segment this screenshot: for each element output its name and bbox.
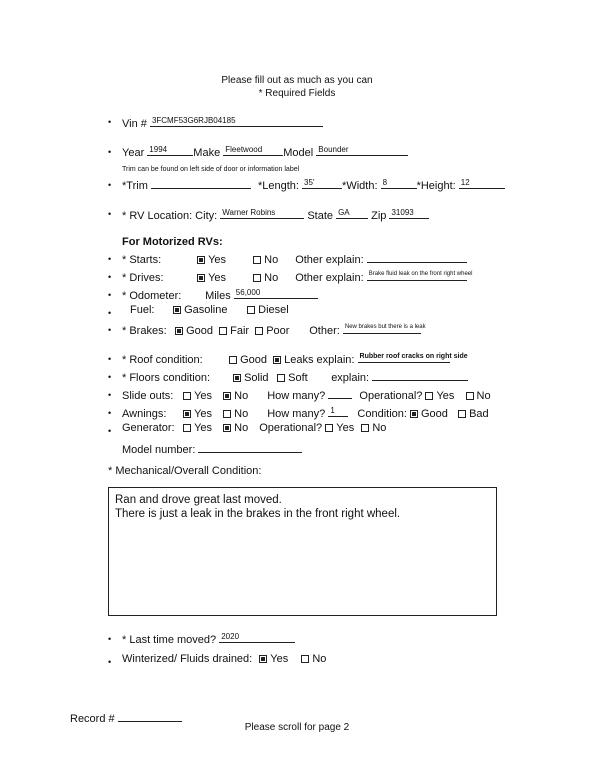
header-required-note: * Required Fields — [258, 88, 336, 99]
floors-soft-label: Soft — [288, 372, 308, 384]
drives-row — [122, 268, 473, 284]
height-field[interactable] — [459, 176, 505, 189]
floors-explain-field[interactable] — [372, 368, 468, 381]
year-field[interactable] — [147, 143, 193, 156]
bullet: • — [108, 372, 112, 382]
awnings-how-many-field[interactable] — [328, 404, 348, 417]
drives-yes-label: Yes — [208, 272, 227, 284]
miles-field[interactable] — [234, 286, 318, 299]
brakes-poor-label: Poor — [266, 325, 290, 337]
drives-other-value: Brake fluid leak on the front right wheel — [368, 271, 473, 277]
starts-label: * Starts: — [122, 254, 162, 266]
slideouts-op-yes-label: Yes — [436, 390, 455, 402]
awnings-bad-checkbox[interactable] — [458, 410, 466, 418]
generator-no-checkbox[interactable] — [223, 424, 231, 432]
year-label: Year — [122, 147, 145, 159]
last-moved-field[interactable] — [219, 630, 295, 643]
brakes-poor-checkbox[interactable] — [255, 327, 263, 335]
slideouts-operational-label: Operational? — [359, 390, 423, 402]
starts-yes-checkbox[interactable] — [197, 256, 205, 264]
length-value: 35' — [304, 178, 315, 187]
fuel-diesel-checkbox[interactable] — [247, 306, 255, 314]
bullet: • — [108, 180, 112, 190]
generator-op-no-checkbox[interactable] — [361, 424, 369, 432]
bullet: • — [108, 325, 112, 335]
brakes-other-field[interactable] — [343, 321, 426, 334]
drives-no-checkbox[interactable] — [253, 274, 261, 282]
floors-row — [122, 368, 468, 384]
starts-row — [122, 250, 467, 266]
slideouts-yes-checkbox[interactable] — [183, 392, 191, 400]
bullet: • — [108, 657, 112, 667]
awnings-condition-label: Condition: — [357, 408, 407, 420]
slideouts-label: Slide outs: — [122, 390, 174, 402]
awnings-label: Awnings: — [122, 408, 167, 420]
generator-yes-label: Yes — [194, 422, 213, 434]
last-moved-row — [122, 630, 295, 646]
floors-solid-label: Solid — [244, 372, 269, 384]
fuel-gasoline-label: Gasoline — [184, 304, 228, 316]
awnings-how-many-value: 1 — [330, 406, 335, 415]
drives-label: * Drives: — [122, 272, 164, 284]
year-value: 1994 — [149, 145, 168, 154]
footer-scroll-note: Please scroll for page 2 — [244, 722, 350, 733]
city-field[interactable] — [220, 206, 304, 219]
model-value: Bounder — [318, 145, 349, 154]
mechanical-label: * Mechanical/Overall Condition: — [108, 465, 262, 477]
length-label: *Length: — [258, 180, 299, 192]
miles-value: 56,000 — [235, 288, 261, 297]
trim-label: *Trim — [122, 180, 148, 192]
drives-no-label: No — [264, 272, 279, 284]
vin-row — [122, 114, 323, 130]
roof-good-checkbox[interactable] — [229, 356, 237, 364]
drives-other-field[interactable] — [367, 268, 473, 281]
generator-op-yes-checkbox[interactable] — [325, 424, 333, 432]
floors-explain-label: explain: — [331, 372, 370, 384]
awnings-row — [122, 404, 489, 420]
drives-other-label: Other explain: — [295, 272, 364, 284]
height-label: *Height: — [416, 180, 456, 192]
fuel-row — [130, 304, 289, 316]
slideouts-no-checkbox[interactable] — [223, 392, 231, 400]
roof-leaks-label: Leaks explain: — [284, 354, 355, 366]
roof-row — [122, 350, 468, 366]
awnings-yes-checkbox[interactable] — [183, 410, 191, 418]
bullet: • — [108, 209, 112, 219]
state-value: GA — [338, 208, 350, 217]
slideouts-row — [122, 386, 491, 402]
motorized-section-title: For Motorized RVs: — [122, 236, 223, 248]
vin-label: Vin # — [122, 118, 147, 130]
location-row — [122, 206, 429, 222]
vin-value: 3FCMF53G6RJB04185 — [151, 116, 236, 125]
floors-solid-checkbox[interactable] — [233, 374, 241, 382]
height-value: 12 — [460, 178, 470, 187]
generator-yes-checkbox[interactable] — [183, 424, 191, 432]
brakes-other-value: New brakes but there is a leak — [344, 324, 426, 330]
starts-other-field[interactable] — [367, 250, 467, 263]
header-instructions: Please fill out as much as you can — [221, 75, 373, 86]
dimensions-row — [122, 176, 505, 192]
state-field[interactable] — [336, 206, 368, 219]
awnings-how-many-label: How many? — [267, 408, 326, 420]
fuel-diesel-label: Diesel — [258, 304, 289, 316]
winterized-no-label: No — [312, 653, 327, 665]
model-field[interactable] — [316, 143, 408, 156]
location-city-label: * RV Location: City: — [122, 210, 218, 222]
bullet: • — [108, 426, 112, 436]
trim-field[interactable] — [151, 176, 251, 189]
floors-label: * Floors condition: — [122, 372, 211, 384]
winterized-yes-checkbox[interactable] — [259, 655, 267, 663]
miles-label: Miles — [205, 290, 231, 302]
make-field[interactable] — [223, 143, 283, 156]
winterized-yes-label: Yes — [270, 653, 289, 665]
zip-value: 31093 — [391, 208, 414, 217]
make-value: Fleetwood — [225, 145, 263, 154]
odometer-row — [122, 286, 318, 302]
vin-field[interactable] — [150, 114, 323, 127]
starts-no-label: No — [264, 254, 279, 266]
bullet: • — [108, 354, 112, 364]
trim-note: Trim can be found on left side of door or information label — [122, 166, 300, 173]
brakes-other-label: Other: — [309, 325, 340, 337]
bullet: • — [108, 290, 112, 300]
state-label: State — [307, 210, 333, 222]
zip-field[interactable] — [389, 206, 429, 219]
model-number-row — [122, 440, 302, 456]
width-label: *Width: — [342, 180, 378, 192]
bullet: • — [108, 117, 112, 127]
zip-label: Zip — [371, 210, 387, 222]
generator-no-label: No — [234, 422, 249, 434]
slideouts-op-no-checkbox[interactable] — [466, 392, 474, 400]
starts-yes-label: Yes — [208, 254, 227, 266]
slideouts-how-many-label: How many? — [267, 390, 326, 402]
awnings-no-label: No — [234, 408, 249, 420]
brakes-good-label: Good — [186, 325, 213, 337]
model-number-label: Model number: — [122, 444, 196, 456]
roof-leaks-field[interactable] — [358, 350, 468, 363]
city-value: Warner Robins — [222, 208, 276, 217]
slideouts-how-many-field[interactable] — [328, 386, 352, 399]
awnings-no-checkbox[interactable] — [223, 410, 231, 418]
drives-yes-checkbox[interactable] — [197, 274, 205, 282]
winterized-label: Winterized/ Fluids drained: — [122, 653, 253, 665]
width-value: 8 — [382, 178, 388, 187]
brakes-row — [122, 321, 426, 337]
last-moved-value: 2020 — [221, 632, 240, 641]
awnings-yes-label: Yes — [194, 408, 213, 420]
last-moved-label: * Last time moved? — [122, 634, 217, 646]
brakes-good-checkbox[interactable] — [175, 327, 183, 335]
roof-leaks-value: Rubber roof cracks on right side — [359, 353, 468, 360]
bullet: • — [108, 272, 112, 282]
slideouts-no-label: No — [234, 390, 249, 402]
record-field[interactable] — [118, 709, 182, 722]
model-number-field[interactable] — [198, 440, 302, 453]
length-field[interactable] — [302, 176, 342, 189]
floors-soft-checkbox[interactable] — [277, 374, 285, 382]
generator-operational-label: Operational? — [259, 422, 323, 434]
slideouts-op-no-label: No — [476, 390, 491, 402]
mechanical-text-line2: There is just a leak in the brakes in the front right wheel. — [115, 508, 401, 520]
awnings-bad-label: Bad — [469, 408, 489, 420]
brakes-fair-checkbox[interactable] — [219, 327, 227, 335]
roof-leaks-checkbox[interactable] — [273, 356, 281, 364]
brakes-label: * Brakes: — [122, 325, 167, 337]
roof-good-label: Good — [240, 354, 267, 366]
bullet: • — [108, 308, 112, 318]
starts-other-label: Other explain: — [295, 254, 364, 266]
odometer-label: * Odometer: — [122, 290, 182, 302]
fuel-gasoline-checkbox[interactable] — [173, 306, 181, 314]
winterized-no-checkbox[interactable] — [301, 655, 309, 663]
starts-no-checkbox[interactable] — [253, 256, 261, 264]
generator-op-no-label: No — [372, 422, 387, 434]
generator-row — [122, 422, 386, 434]
awnings-good-checkbox[interactable] — [410, 410, 418, 418]
generator-op-yes-label: Yes — [336, 422, 355, 434]
bullet: • — [108, 254, 112, 264]
vehicle-row — [122, 143, 408, 159]
fuel-label: Fuel: — [130, 304, 155, 316]
model-label: Model — [283, 147, 314, 159]
generator-label: Generator: — [122, 422, 175, 434]
bullet: • — [108, 634, 112, 644]
mechanical-text-line1: Ran and drove great last moved. — [115, 494, 282, 506]
bullet: • — [108, 408, 112, 418]
bullet: • — [108, 147, 112, 157]
roof-label: * Roof condition: — [122, 354, 203, 366]
slideouts-op-yes-checkbox[interactable] — [425, 392, 433, 400]
make-label: Make — [193, 147, 221, 159]
width-field[interactable] — [381, 176, 417, 189]
bullet: • — [108, 390, 112, 400]
record-label: Record # — [70, 713, 115, 725]
winterized-row — [122, 653, 326, 665]
slideouts-yes-label: Yes — [194, 390, 213, 402]
mechanical-textarea[interactable] — [108, 487, 497, 616]
awnings-good-label: Good — [421, 408, 448, 420]
brakes-fair-label: Fair — [230, 325, 250, 337]
